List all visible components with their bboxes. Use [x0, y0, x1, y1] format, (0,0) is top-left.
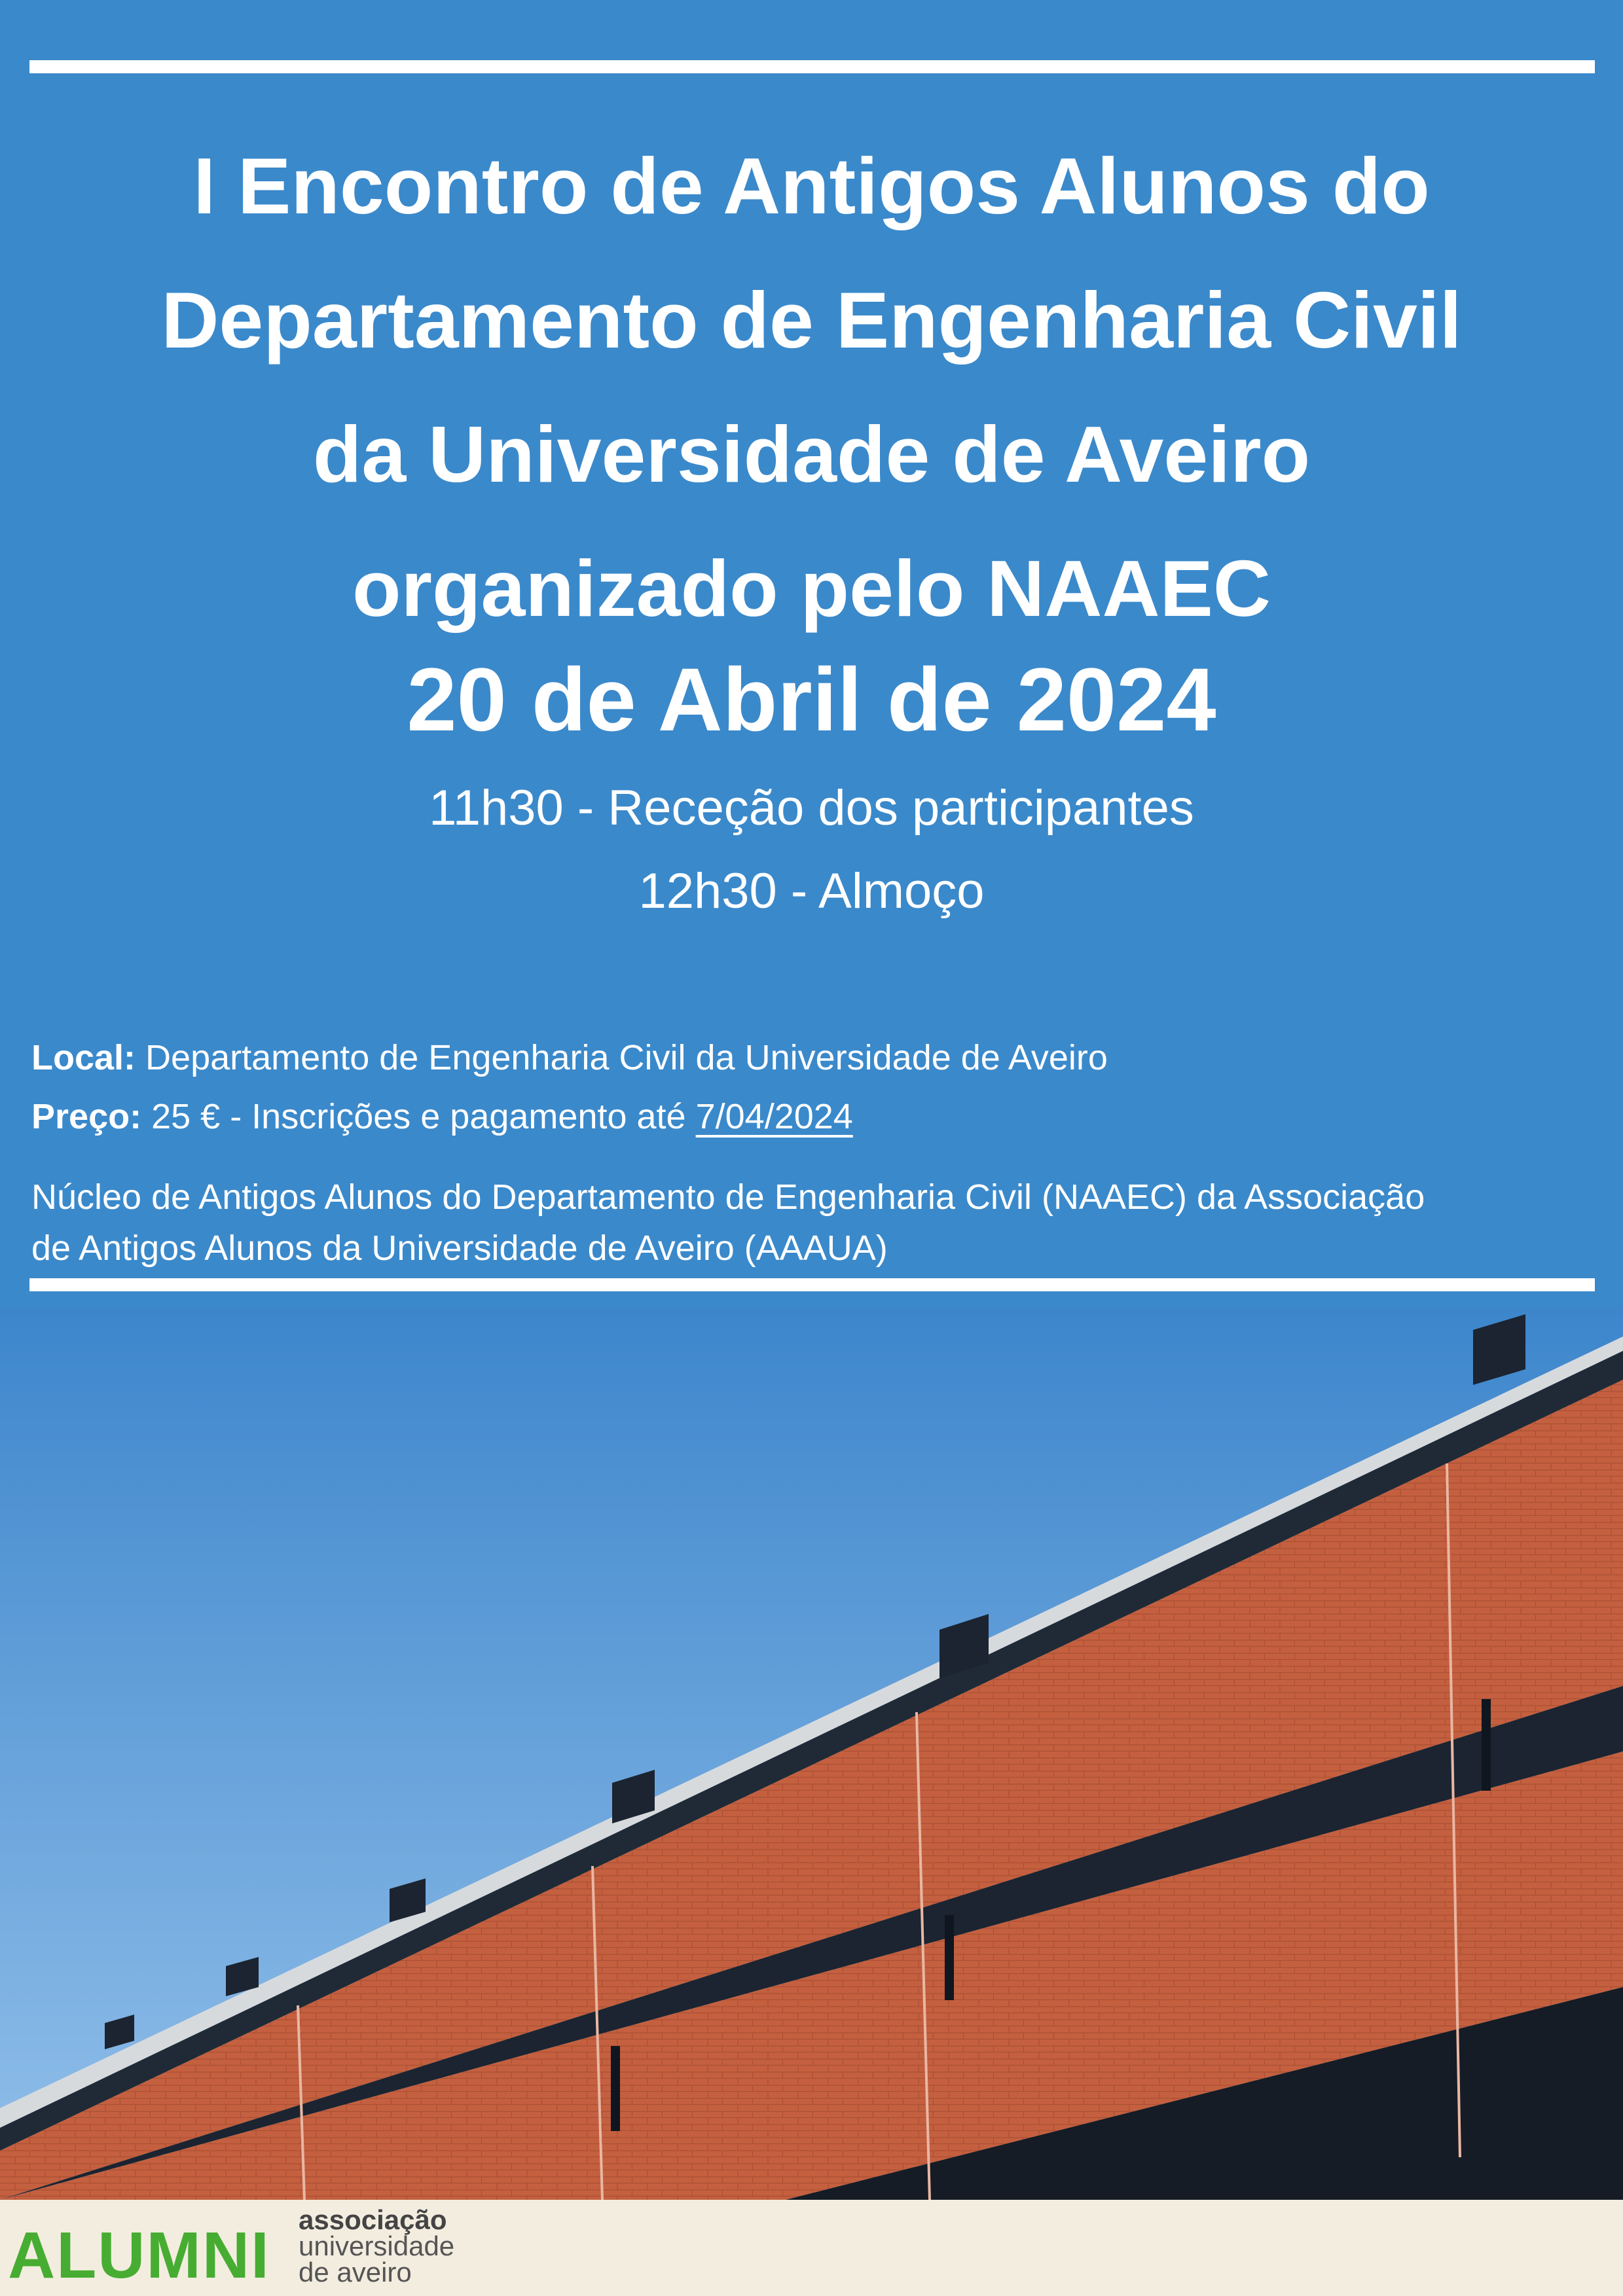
title-line-3: da Universidade de Aveiro: [312, 410, 1311, 499]
organizer-line-2: de Antigos Alunos da Universidade de Aveiro (AAAUA): [31, 1229, 888, 1268]
schedule-item-reception: 11h30 - Receção dos participantes: [429, 780, 1194, 836]
venue-label: Local:: [31, 1038, 136, 1077]
title-line-4: organizado pelo NAAEC: [352, 544, 1271, 633]
event-date: 20 de Abril de 2024: [407, 650, 1216, 750]
schedule-item-lunch: 12h30 - Almoço: [638, 863, 985, 919]
organizer-line-1: Núcleo de Antigos Alunos do Departamento de Engenharia Civil (NAAEC) da Associação: [31, 1177, 1425, 1217]
top-divider: [29, 60, 1595, 73]
logo-subtitle-line-1: associação: [299, 2204, 447, 2235]
price-label: Preço:: [31, 1097, 142, 1136]
venue-value: Departamento de Engenharia Civil da Universidade de Aveiro: [145, 1038, 1108, 1077]
price-line: [31, 1093, 853, 1140]
title-line-1: I Encontro de Antigos Alunos do: [193, 141, 1430, 230]
title-line-2: Departamento de Engenharia Civil: [161, 276, 1462, 365]
logo-subtitle-line-2: universidade: [299, 2231, 455, 2261]
logo-subtitle-line-3: de aveiro: [299, 2257, 412, 2287]
bottom-divider: [29, 1278, 1595, 1291]
registration-deadline: 7/04/2024: [695, 1097, 853, 1136]
organizer-text: [31, 1172, 1603, 1274]
venue-line: [31, 1034, 1108, 1081]
alumni-logo-wordmark: ALUMNI: [8, 2219, 270, 2292]
alumni-logo-subtitle: [299, 2204, 455, 2287]
price-value: 25 € - Inscrições e pagamento até: [151, 1097, 686, 1136]
building-photo: [0, 1306, 1623, 2200]
event-title: [0, 119, 1623, 656]
